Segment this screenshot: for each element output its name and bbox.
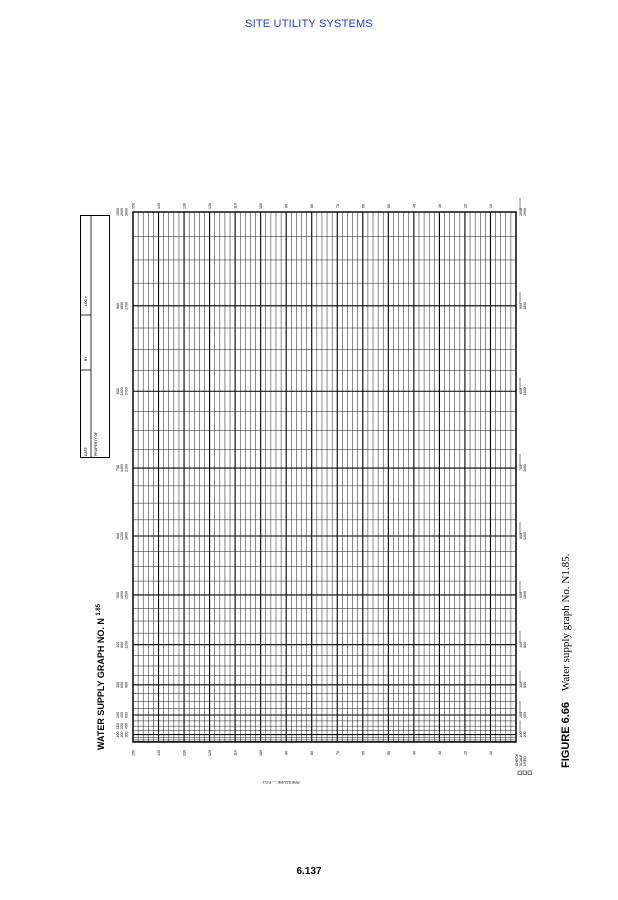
flow-scale-bottom-label: 100: [519, 731, 523, 738]
pressure-tick-bottom: 120: [208, 750, 213, 756]
flow-scale-top-label: 600: [120, 681, 125, 688]
figure-caption-text: Water supply graph No. N1.85.: [560, 553, 572, 692]
pressure-tick-top: 90: [284, 204, 289, 208]
pressure-tick-top: 110: [233, 203, 238, 209]
flow-scale-bottom-label: 1800: [523, 301, 528, 310]
figure-caption: [560, 554, 572, 768]
flow-scale-bottom-label: 300: [519, 681, 523, 688]
flow-scale-top-label: 600: [124, 712, 129, 719]
pressure-tick-top: 120: [208, 203, 213, 209]
flow-scale-top-label: 1800: [124, 532, 129, 541]
flow-scale-top-label: 100: [116, 731, 120, 738]
check-key-line-1: CHECK: [515, 753, 519, 766]
pressure-tick-top: 30: [437, 204, 442, 208]
flow-scale-top-label: 1000: [120, 590, 125, 599]
flow-scale-bottom-label: 1200: [523, 532, 528, 541]
pressure-tick-top: 80: [310, 204, 315, 208]
info-date-label: DATE: [84, 447, 88, 456]
flow-scale-top-label: 300: [120, 723, 125, 730]
flow-scale-top-label: 900: [124, 681, 129, 688]
pressure-tick-top: 60: [361, 204, 366, 208]
pressure-tick-bottom: 110: [233, 750, 238, 756]
pressure-tick-bottom: 130: [182, 750, 187, 756]
flow-scale-top-label: 1800: [120, 301, 125, 310]
flow-scale-top-label: 900: [116, 302, 120, 309]
check-box: [518, 771, 522, 775]
flow-scale-top-label: 700: [116, 465, 120, 472]
pressure-tick-top: 130: [182, 203, 187, 209]
pressure-tick-top: 50: [386, 204, 391, 208]
flow-scale-bottom-label: 500: [519, 591, 523, 598]
flow-scale-top-label: 200: [120, 731, 125, 738]
pressure-tick-top: 150: [131, 203, 136, 209]
graph-title-exponent: 1.85: [96, 603, 102, 616]
flow-scale-bottom-label: 900: [519, 302, 523, 309]
flow-scale-bottom-label: 700: [519, 465, 523, 472]
check-box: [523, 771, 527, 775]
flow-scale-top-label: 400: [116, 641, 120, 648]
flow-scale-top-label: 3000: [124, 208, 129, 216]
flow-scale-bottom-label: 200: [519, 712, 523, 719]
flow-scale-top-label: 600: [116, 533, 120, 540]
pressure-tick-bottom: 30: [437, 751, 442, 755]
flow-scale-top-label: 1200: [124, 640, 129, 649]
flow-scale-top-label: 800: [116, 388, 120, 395]
flow-scale-top-label: 800: [120, 641, 125, 648]
flow-scale-bottom-label: 600: [523, 681, 528, 688]
check-scale-key: [515, 754, 527, 766]
flow-scale-top-label: 300: [124, 731, 129, 738]
pressure-tick-bottom: 60: [361, 751, 366, 755]
flow-scale-bottom-label: 1400: [523, 464, 528, 473]
flow-scale-top-label: 2700: [124, 301, 129, 310]
pressure-tick-bottom: 40: [412, 751, 417, 755]
pressure-tick-top: 10: [488, 204, 493, 208]
page-number: 6.137: [296, 866, 322, 877]
pressure-tick-bottom: 140: [157, 750, 162, 756]
info-loc-label: LOC #: [84, 296, 88, 306]
flow-scale-top-label: 1000: [116, 208, 120, 216]
flow-scale-bottom-label: 1000: [523, 590, 528, 599]
flow-scale-top-label: 150: [116, 723, 120, 730]
flow-scale-top-label: 400: [120, 712, 125, 719]
flow-scale-bottom-label: 400: [519, 641, 523, 648]
check-key-line-2: SCALE: [519, 754, 523, 766]
flow-scale-top-label: 2400: [124, 387, 129, 396]
flow-scale-bottom-label: 800: [519, 388, 523, 395]
pressure-tick-bottom: 80: [310, 751, 315, 755]
info-by-label: BY: [84, 356, 88, 361]
running-head: SITE UTILITY SYSTEMS: [245, 18, 373, 30]
grid-frame: [133, 212, 516, 742]
pressure-tick-top: 20: [463, 204, 468, 208]
flow-scale-top-label: 1200: [120, 532, 125, 541]
pressure-axis-label: PRESSURE — P.S.I.: [262, 780, 300, 785]
pressure-tick-top: 70: [335, 204, 340, 208]
flow-scale-top-label: 200: [116, 712, 120, 719]
figure-caption-label: FIGURE 6.66: [560, 701, 572, 768]
flow-scale-top-label: 2000: [120, 208, 125, 216]
flow-scale-bottom-label: 400: [523, 712, 528, 719]
flow-scale-top-label: 2100: [124, 464, 129, 473]
pressure-tick-bottom: 150: [131, 750, 136, 756]
flow-scale-top-label: 1600: [120, 387, 125, 396]
pressure-tick-top: 40: [412, 204, 417, 208]
graph-title-text: WATER SUPPLY GRAPH NO. N: [96, 618, 106, 750]
pressure-tick-bottom: 20: [463, 751, 468, 755]
pressure-tick-top: 140: [157, 203, 162, 209]
pressure-tick-bottom: 50: [386, 751, 391, 755]
flow-scale-top-label: 1400: [120, 464, 125, 473]
pressure-tick-bottom: 100: [259, 750, 264, 756]
info-property-label: PROPERTY OF: [94, 431, 98, 456]
pressure-tick-bottom: 90: [284, 751, 289, 755]
flow-scale-bottom-label: 1000: [519, 208, 523, 216]
flow-scale-bottom-label: 800: [523, 641, 528, 648]
check-box: [528, 771, 532, 775]
check-key-line-3: USED: [523, 756, 527, 766]
pressure-tick-top: 100: [259, 203, 264, 209]
flow-scale-bottom-label: 2000: [523, 208, 528, 216]
flow-scale-top-label: 500: [116, 591, 120, 598]
flow-scale-bottom-label: 600: [519, 533, 523, 540]
flow-scale-top-label: 300: [116, 681, 120, 688]
flow-scale-bottom-label: 200: [523, 731, 528, 738]
flow-scale-top-label: 450: [124, 723, 129, 730]
pressure-tick-bottom: 70: [335, 751, 340, 755]
flow-scale-bottom-label: 1600: [523, 387, 528, 396]
pressure-tick-bottom: 10: [488, 751, 493, 755]
flow-scale-top-label: 1500: [124, 590, 129, 599]
